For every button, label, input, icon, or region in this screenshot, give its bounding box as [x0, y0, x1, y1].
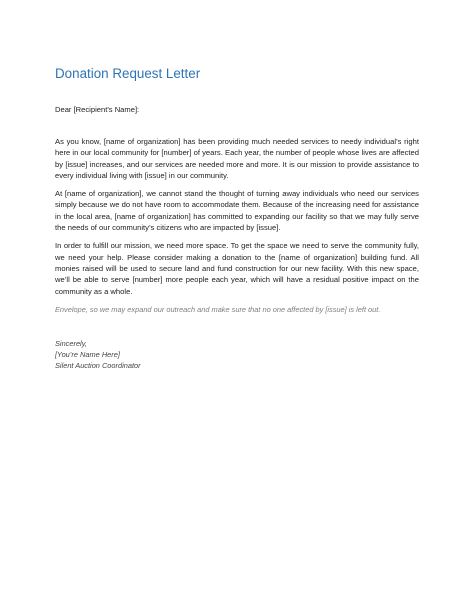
paragraph-3: In order to fulfill our mission, we need more space. To get the space we need to serve the community fully, we need your help. Please consider making a donation to the [name of organization] building fund. All monies raised will be used to secure land and fund construction for our new facility. With this new space, we’ll be able to serve [number] more people each year, which will have a residual positive impact on the community as a whole. — [55, 241, 419, 296]
letter-content — [55, 66, 419, 371]
closing-block — [55, 338, 419, 371]
paragraph-1: As you know, [name of organization] has been providing much needed services to needy individual’s right here in our local community for [number] of years. Each year, the number of people whose lives are affected by [issue] increases, and our services are needed more and more. It is our mission to provide assistance to every individual living with [issue] in our community. — [55, 137, 419, 180]
signer-name: [You’re Name Here] — [55, 349, 120, 359]
signoff: Sincerely, — [55, 338, 87, 348]
signer-role: Silent Auction Coordinator — [55, 360, 141, 370]
paragraph-2: At [name of organization], we cannot stand the thought of turning away individuals who need our services simply because we do not have room to accommodate them. Because of the increasing need for assistance in the local area, [name of organization] has committed to expanding our facility so that we may fully serve the needs of our community’s citizens who are impacted by [issue]. — [55, 189, 419, 233]
salutation: Dear [Recipient's Name]: — [55, 105, 140, 114]
letter-title: Donation Request Letter — [55, 66, 201, 81]
envelope-note: Envelope, so we may expand our outreach and make sure that no one affected by [issue] is left out. — [55, 304, 381, 314]
